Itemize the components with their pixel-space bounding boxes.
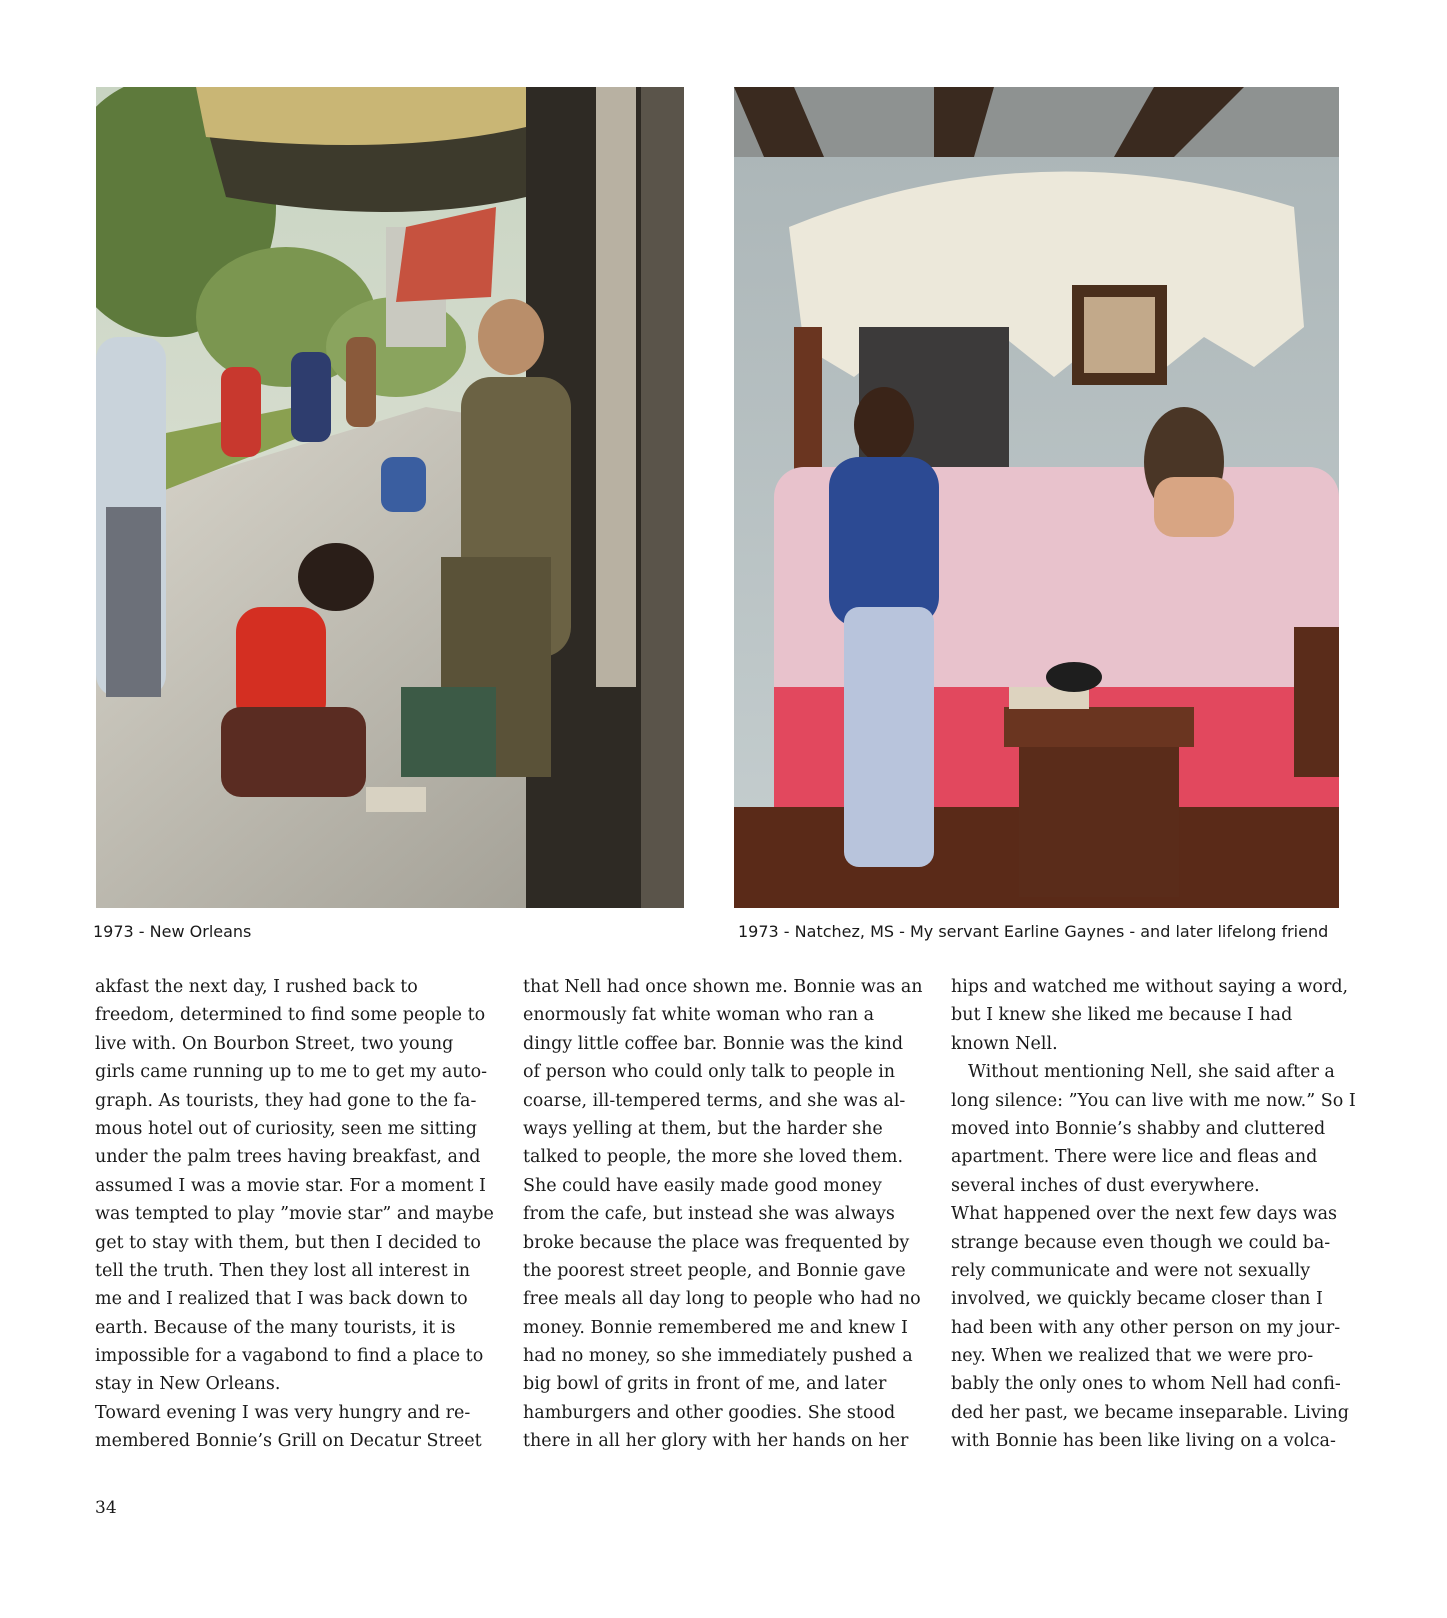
text-line: Without mentioning Nell, she said after a xyxy=(968,1062,1335,1083)
text-line: had been with any other person on my jour- xyxy=(951,1317,1341,1338)
text-line: stay in New Orleans. xyxy=(95,1374,281,1395)
text-line: mous hotel out of curiosity, seen me sitting xyxy=(95,1118,477,1139)
text-line: enormously fat white woman who ran a xyxy=(523,1005,875,1026)
text-line: involved, we quickly became closer than I xyxy=(951,1289,1323,1310)
photo-new-orleans xyxy=(96,87,684,908)
text-line: talked to people, the more she loved them. xyxy=(523,1147,904,1168)
text-line: rely communicate and were not sexually xyxy=(951,1260,1311,1281)
text-line: broke because the place was frequented by xyxy=(523,1232,910,1253)
text-line: hamburgers and other goodies. She stood xyxy=(523,1402,896,1423)
text-line: hips and watched me without saying a word, xyxy=(951,977,1349,997)
text-line: had no money, so she immediately pushed a xyxy=(523,1346,913,1367)
text-line: ded her past, we became inseparable. Living xyxy=(951,1402,1349,1423)
text-line: that Nell had once shown me. Bonnie was an xyxy=(523,977,923,997)
text-line: big bowl of grits in front of me, and later xyxy=(523,1374,887,1395)
text-line: apartment. There were lice and fleas and xyxy=(951,1147,1318,1168)
text-line: membered Bonnie’s Grill on Decatur Street xyxy=(95,1431,482,1452)
text-line: with Bonnie has been like living on a volca- xyxy=(951,1431,1336,1452)
text-line: there in all her glory with her hands on her xyxy=(523,1431,909,1452)
text-line: from the cafe, but instead she was always xyxy=(523,1204,895,1225)
text-line: free meals all day long to people who had no xyxy=(523,1289,921,1310)
text-line: coarse, ill-tempered terms, and she was al- xyxy=(523,1090,906,1111)
text-line: several inches of dust everywhere. xyxy=(951,1175,1260,1196)
text-line: What happened over the next few days was xyxy=(951,1204,1337,1225)
text-line: earth. Because of the many tourists, it is xyxy=(95,1317,456,1338)
text-line: strange because even though we could ba- xyxy=(951,1232,1331,1253)
text-column-2 xyxy=(523,973,933,1456)
text-line: ways yelling at them, but the harder she xyxy=(523,1118,883,1139)
text-line: known Nell. xyxy=(951,1033,1058,1054)
photo-caption-right: 1973 - Natchez, MS - My servant Earline Gaynes - and later lifelong friend xyxy=(738,922,1329,941)
text-line: but I knew she liked me because I had xyxy=(951,1005,1293,1026)
text-line: was tempted to play ”movie star” and maybe xyxy=(95,1204,494,1225)
text-line: the poorest street people, and Bonnie gave xyxy=(523,1260,906,1281)
photo-natchez-image xyxy=(734,87,1339,908)
photo-new-orleans-image xyxy=(96,87,684,908)
text-line: of person who could only talk to people in xyxy=(523,1062,896,1083)
text-line: under the palm trees having breakfast, and xyxy=(95,1147,481,1168)
text-line: dingy little coffee bar. Bonnie was the kind xyxy=(523,1033,904,1054)
text-line: Toward evening I was very hungry and re- xyxy=(95,1402,471,1423)
text-line: impossible for a vagabond to find a place to xyxy=(95,1346,484,1367)
text-line: moved into Bonnie’s shabby and cluttered xyxy=(951,1118,1326,1139)
text-line: ney. When we realized that we were pro- xyxy=(951,1346,1314,1367)
text-line: long silence: ”You can live with me now.” So I xyxy=(951,1090,1356,1111)
text-column-1 xyxy=(95,973,505,1456)
text-line: money. Bonnie remembered me and knew I xyxy=(523,1317,908,1338)
text-line: freedom, determined to find some people to xyxy=(95,1005,486,1026)
text-line: assumed I was a movie star. For a moment I xyxy=(95,1175,486,1196)
text-line: bably the only ones to whom Nell had confi- xyxy=(951,1374,1341,1395)
photo-natchez xyxy=(734,87,1339,908)
text-line: akfast the next day, I rushed back to xyxy=(95,977,418,997)
page-number: 34 xyxy=(95,1498,117,1518)
photo-caption-left: 1973 - New Orleans xyxy=(93,922,252,941)
text-column-3 xyxy=(951,973,1361,1456)
text-line: She could have easily made good money xyxy=(523,1175,882,1196)
text-line: live with. On Bourbon Street, two young xyxy=(95,1033,454,1054)
text-line: graph. As tourists, they had gone to the fa- xyxy=(95,1090,477,1111)
text-line: girls came running up to me to get my auto- xyxy=(95,1062,488,1083)
text-line: tell the truth. Then they lost all interest in xyxy=(95,1260,471,1281)
text-line: me and I realized that I was back down to xyxy=(95,1289,468,1310)
text-line: get to stay with them, but then I decided to xyxy=(95,1232,481,1253)
